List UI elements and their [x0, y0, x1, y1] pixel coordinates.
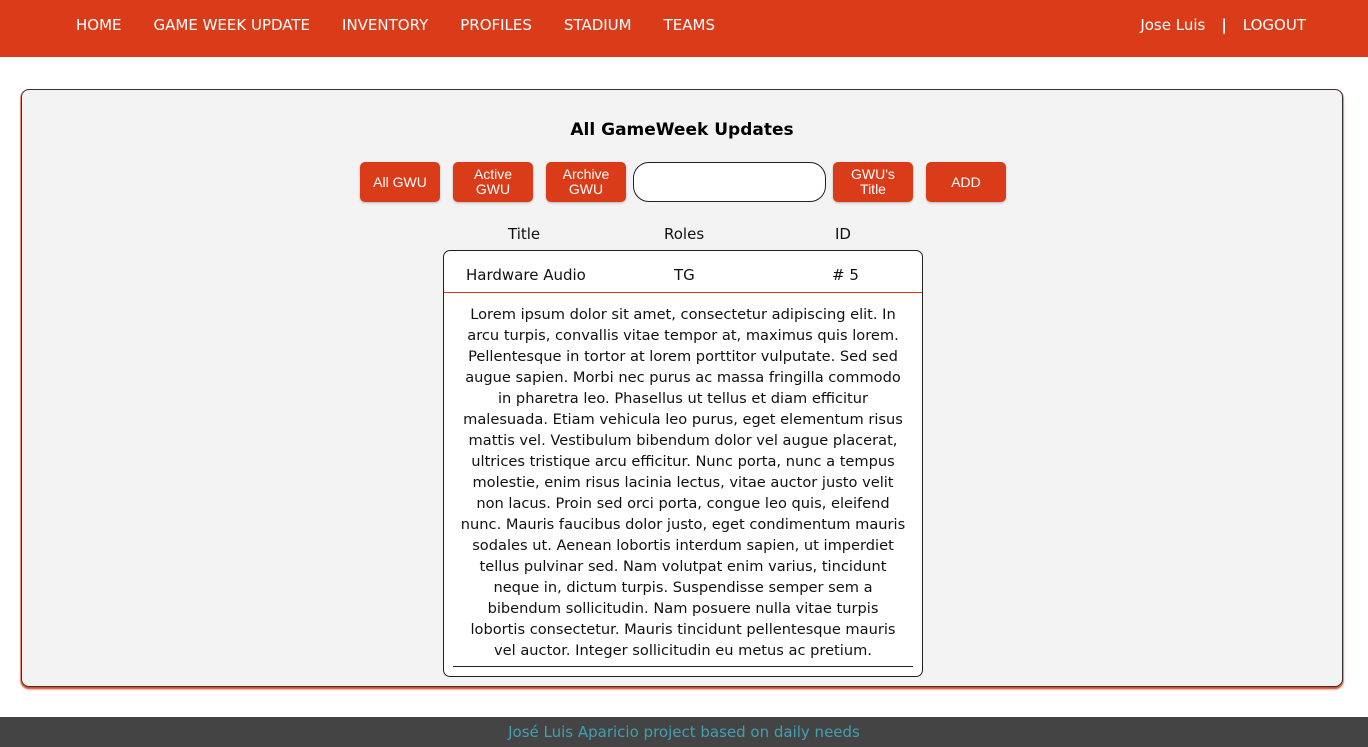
archive-gwu-button[interactable]: Archive GWU — [546, 162, 626, 202]
top-navbar — [0, 0, 1368, 57]
nav-item-teams[interactable]: TEAMS — [663, 16, 715, 34]
filter-toolbar — [22, 162, 1342, 204]
gwu-panel — [21, 89, 1343, 687]
table-row[interactable] — [444, 251, 922, 293]
nav-menu — [60, 0, 731, 50]
user-name[interactable]: Jose Luis — [1140, 16, 1206, 34]
nav-item-inventory[interactable]: INVENTORY — [342, 16, 429, 34]
nav-user-area — [1140, 0, 1306, 50]
column-header-id: ID — [835, 225, 851, 243]
nav-separator: | — [1221, 16, 1227, 34]
nav-item-game-week-update[interactable]: GAME WEEK UPDATE — [153, 16, 311, 34]
all-gwu-button[interactable]: All GWU — [360, 162, 440, 202]
record-role: TG — [674, 266, 695, 284]
logout-link[interactable]: LOGOUT — [1242, 16, 1306, 34]
add-button[interactable]: ADD — [926, 162, 1006, 202]
nav-item-home[interactable]: HOME — [76, 16, 122, 34]
nav-item-stadium[interactable]: STADIUM — [563, 16, 632, 34]
record-title: Hardware Audio — [466, 266, 586, 284]
gwu-title-button[interactable]: GWU's Title — [833, 162, 913, 202]
search-input[interactable] — [633, 162, 826, 202]
footer-text: José Luis Aparicio project based on daily needs — [508, 723, 860, 741]
record-description: Lorem ipsum dolor sit amet, consectetur adipiscing elit. In arcu turpis, convallis vitae tempor at, maximus quis lorem. Pellentesque in tortor at lorem porttitor vulputate. Sed sed augue sapien. Morbi nec purus ac massa fringilla commodo in pharetra leo. Phasellus ut tellus et diam efficitur malesuada. Etiam vehicula leo purus, eget elementum risus mattis vel. Vestibulum bibendum dolor vel augue placerat, ultrices tristique arcu efficitur. Nunc porta, nunc a tempus molestie, enim risus lacinia lectus, vitae auctor justo velit non lacus. Proin sed orci porta, congue leo quis, eleifend nunc. Mauris faucibus dolor justo, eget condimentum mauris sodales ut. Aenean lobortis interdum sapien, ut imperdiet tellus pulvinar sed. Nam volutpat enim varius, tincidunt neque in, dictum turpis. Suspendisse semper sem a bibendum sollicitudin. Nam posuere nulla vitae turpis lobortis consectetur. Mauris tincidunt pellentesque mauris vel auctor. Integer sollicitudin eu metus ac pretium. — [460, 306, 906, 659]
table-header — [22, 225, 1342, 245]
nav-item-profiles[interactable]: PROFILES — [460, 16, 532, 34]
page-title: All GameWeek Updates — [570, 120, 794, 140]
footer — [0, 717, 1368, 747]
record-divider — [453, 666, 913, 667]
column-header-roles: Roles — [664, 225, 705, 243]
active-gwu-button[interactable]: Active GWU — [453, 162, 533, 202]
column-header-title: Title — [508, 225, 541, 243]
gwu-record-card[interactable] — [443, 250, 923, 677]
record-id: # 5 — [832, 266, 859, 284]
